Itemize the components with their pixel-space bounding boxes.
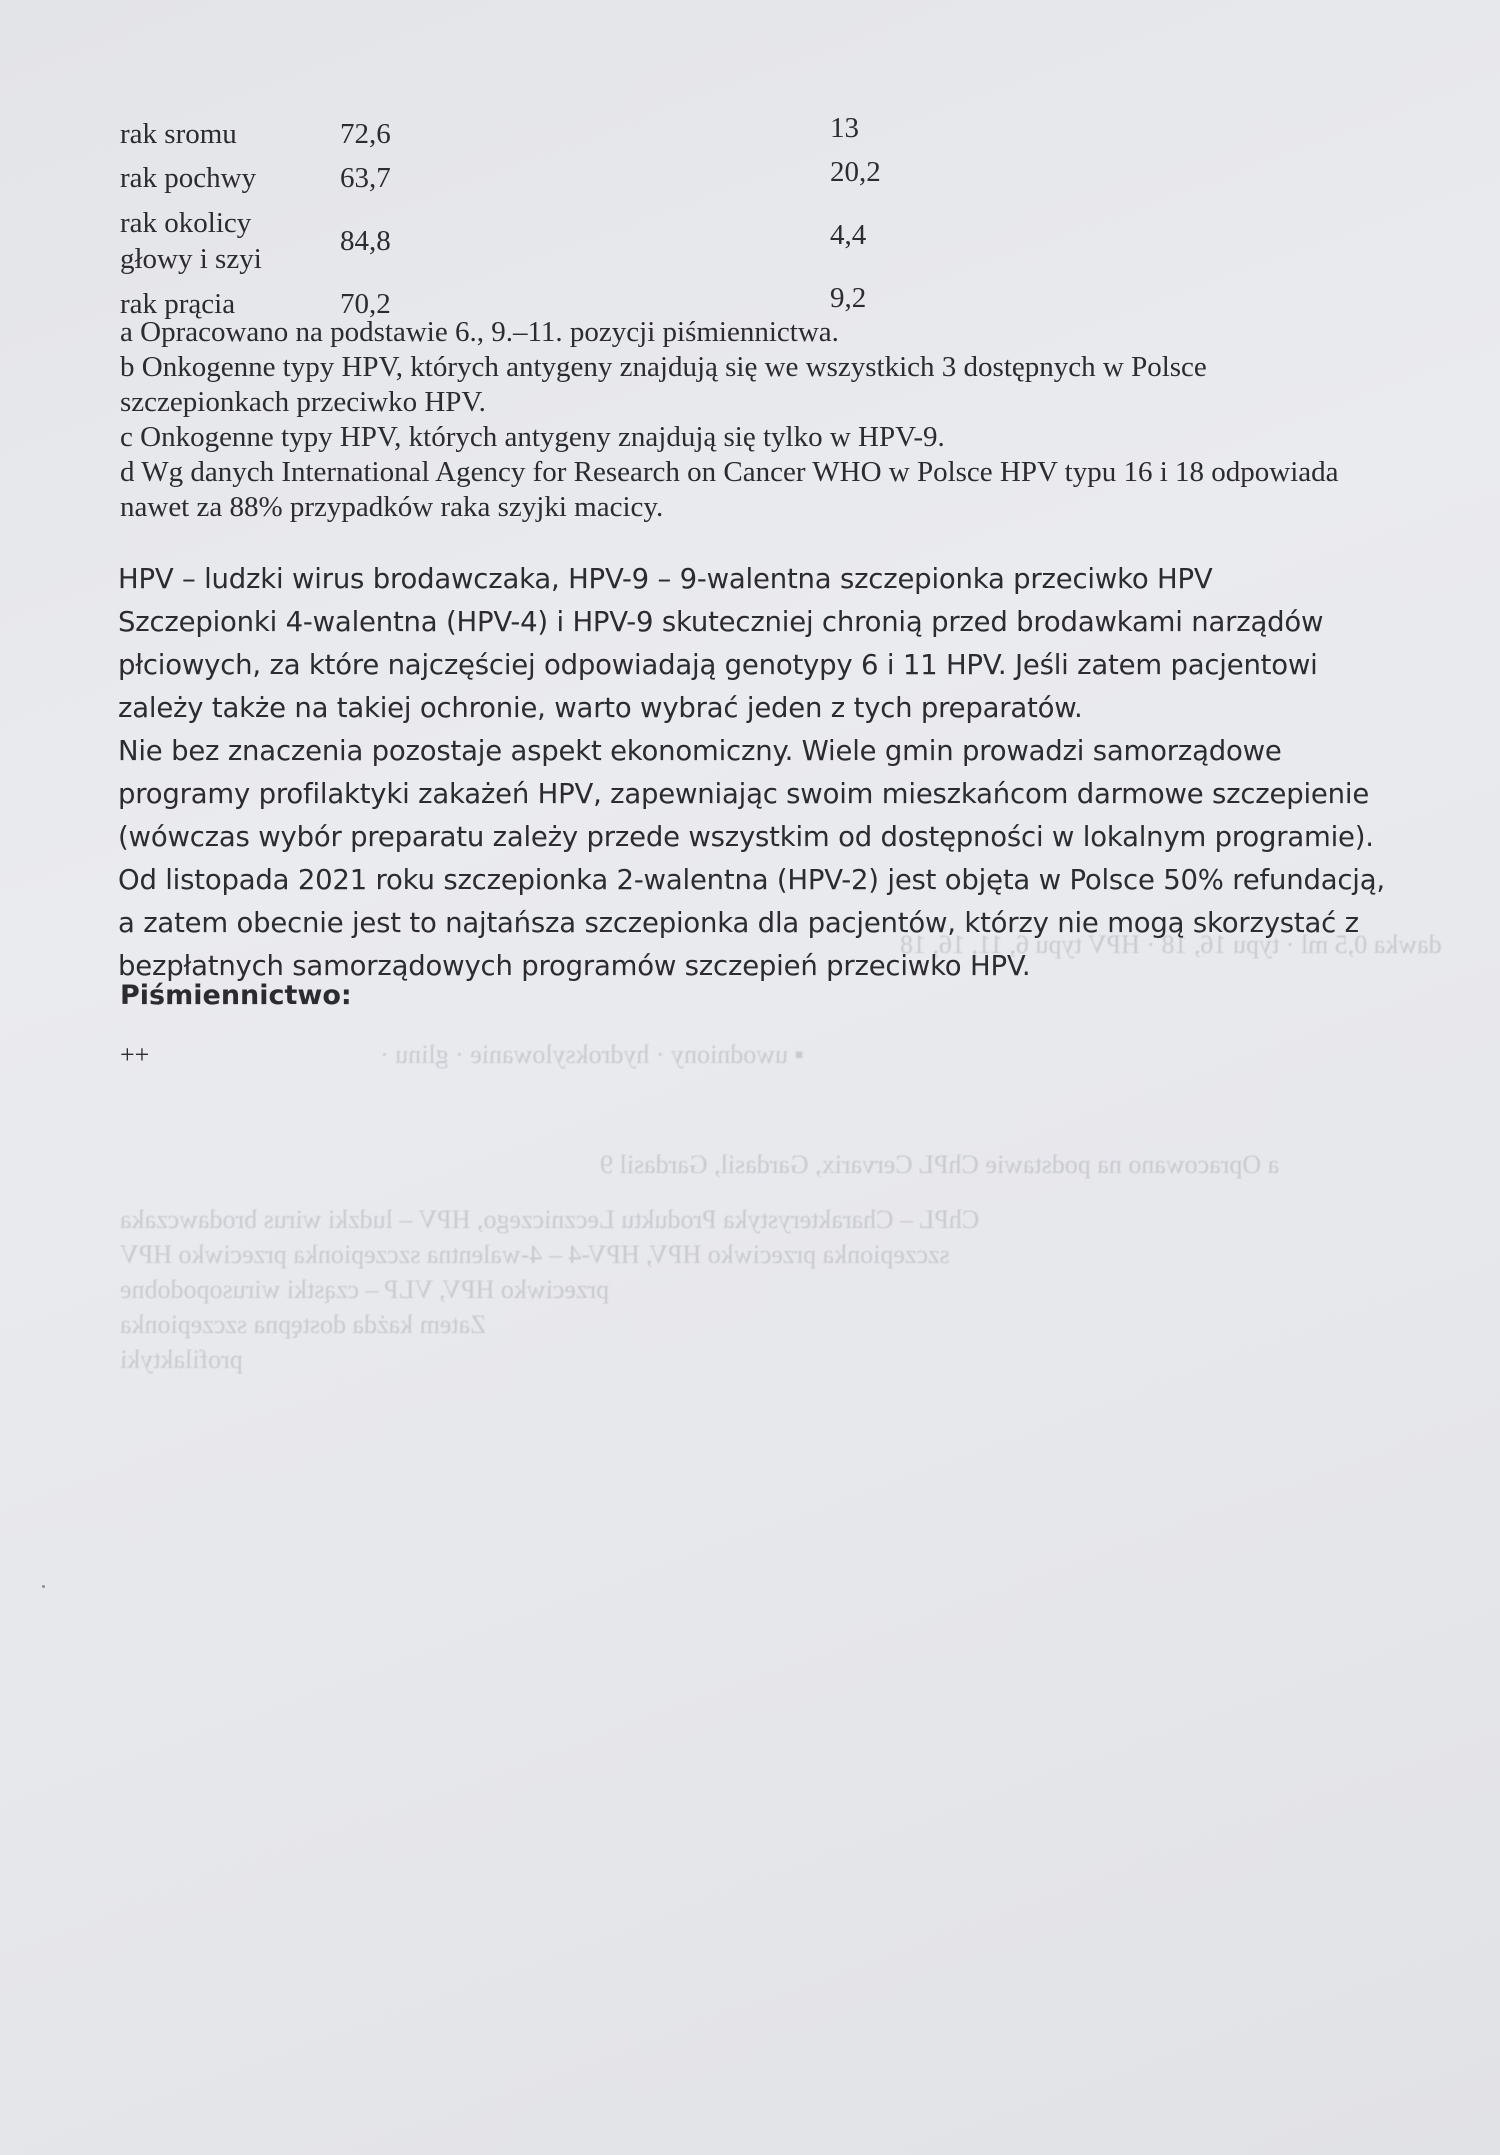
- abbreviations-paragraph: HPV – ludzki wirus brodawczaka, HPV-9 – 9-walentna szczepionka przeciwko HPV: [118, 563, 1213, 595]
- paper-speck: [42, 1585, 45, 1588]
- references-heading: Piśmiennictwo:: [120, 980, 352, 1011]
- show-through-text: dawka 0,5 ml · typu 16, 18 · HPV typu 6, 11, 16, 18: [900, 930, 1442, 959]
- references-mark: ++: [120, 1040, 150, 1069]
- show-through-text: przeciwko HPV, VLP – cząstki wirusopodobne: [120, 1275, 610, 1304]
- row-value-1: 63,7: [340, 161, 391, 194]
- row-label: rak sromu: [120, 118, 237, 150]
- incidence-table: [120, 112, 920, 326]
- show-through-text: Zatem każda dostępna szczepionka: [120, 1310, 486, 1339]
- show-through-text: ▪ uwodniony · hydroksylowanie · glinu ·: [380, 1040, 804, 1069]
- show-through-text: a Opracowano na podstawie ChPL Cervarix, Gardasil, Gardasil 9: [600, 1150, 1280, 1179]
- body-text: [118, 558, 1398, 988]
- row-value-2: 9,2: [830, 281, 867, 314]
- table-row: [120, 200, 920, 282]
- row-value-2: 20,2: [830, 155, 881, 188]
- economics-paragraph: Nie bez znaczenia pozostaje aspekt ekonomiczny. Wiele gmin prowadzi samorządowe programy profilaktyki zakażeń HPV, zapewniając swoim mieszkańcom darmowe szczepienie (wówczas wybór preparatu zależy przede wszystkim od dostępności w lokalnym programie). Od listopada 2021 roku szczepionka 2-walentna (HPV-2) jest objęta w Polsce 50% refundacją, a zatem obecnie jest to najtańsza szczepionka dla pacjentów, którzy nie mogą skorzystać z bezpłatnych samorządowych programów szczepień przeciwko HPV.: [118, 735, 1385, 982]
- row-label: rak pochwy: [120, 162, 257, 194]
- footnote-a: a Opracowano na podstawie 6., 9.–11. pozycji piśmiennictwa.: [120, 316, 839, 348]
- row-label-line: rak okolicy: [120, 207, 252, 239]
- row-label-line: głowy i szyi: [120, 243, 262, 275]
- row-value-1: 72,6: [340, 117, 391, 150]
- table-footnotes: [120, 315, 1350, 525]
- row-value-2: 4,4: [830, 218, 867, 251]
- footnote-b: b Onkogenne typy HPV, których antygeny znajdują się we wszystkich 3 dostępnych w Polsce szczepionkach przeciwko HPV.: [120, 351, 1207, 418]
- row-label: rak prącia: [120, 288, 236, 320]
- protection-paragraph: Szczepionki 4-walentna (HPV-4) i HPV-9 skuteczniej chronią przed brodawkami narządów płciowych, za które najczęściej odpowiadają genotypy 6 i 11 HPV. Jeśli zatem pacjentowi zależy także na takiej ochronie, warto wybrać jeden z tych preparatów.: [118, 606, 1324, 724]
- footnote-c: c Onkogenne typy HPV, których antygeny znajdują się tylko w HPV-9.: [120, 421, 945, 453]
- show-through-text: ChPL – Charakterystyka Produktu Leczniczego, HPV – ludzki wirus brodawczaka: [120, 1205, 980, 1234]
- show-through-text: profilaktyki: [120, 1345, 243, 1374]
- table-row: [120, 112, 920, 156]
- row-label: [120, 205, 340, 277]
- footnote-d: d Wg danych International Agency for Research on Cancer WHO w Polsce HPV typu 16 i 18 odpowiada nawet za 88% przypadków raka szyjki macicy.: [120, 456, 1339, 523]
- row-value-1: 84,8: [340, 224, 391, 257]
- row-value-1: 70,2: [340, 287, 391, 320]
- table-row: [120, 156, 920, 200]
- row-value-2: 13: [830, 111, 859, 144]
- show-through-text: szczepionka przeciwko HPV, HPV-4 – 4-walentna szczepionka przeciwko HPV: [120, 1240, 950, 1269]
